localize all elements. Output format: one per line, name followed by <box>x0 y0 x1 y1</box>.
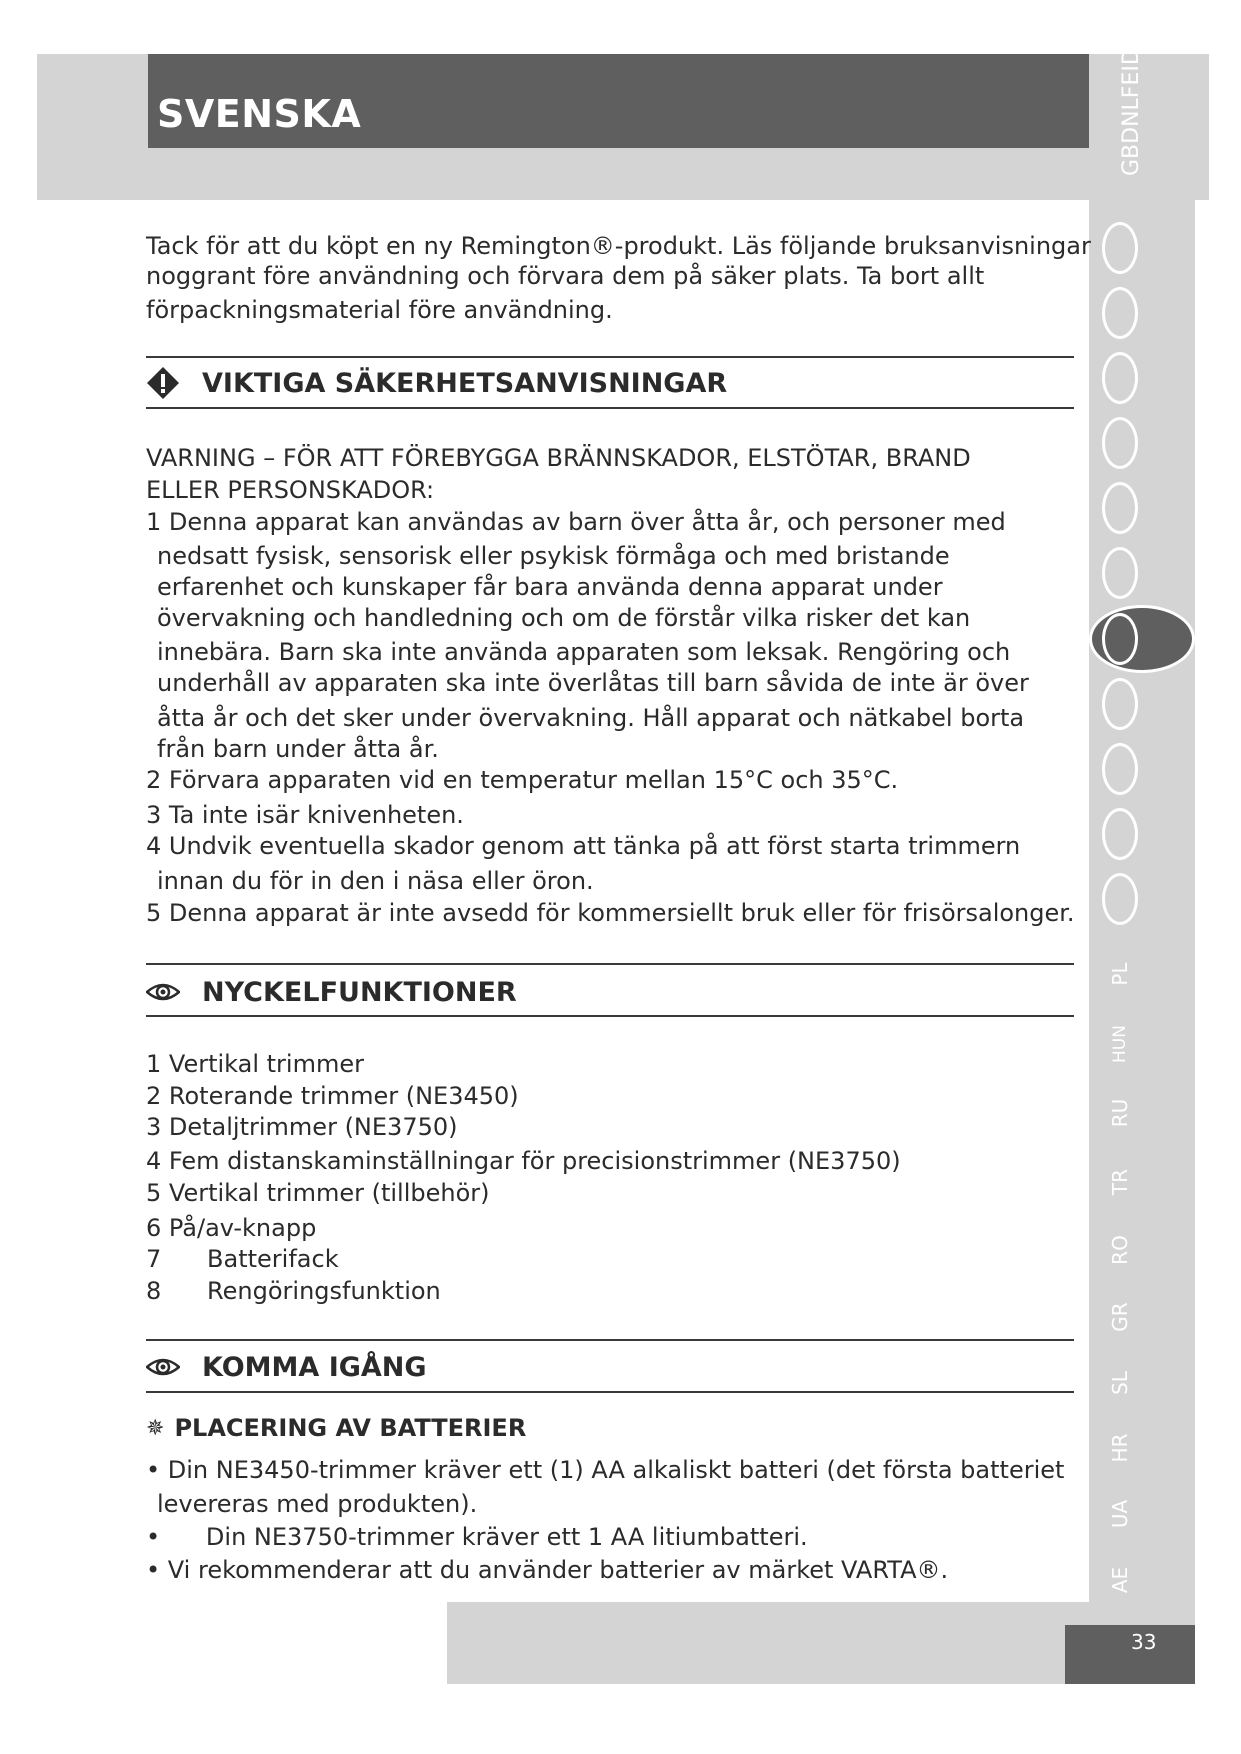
warning-diamond-icon <box>146 366 180 400</box>
safety-line: 1 Denna apparat kan användas av barn över åtta år, och personer med <box>146 508 1006 536</box>
safety-line: 5 Denna apparat är inte avsedd för kommersiellt bruk eller för frisörsalonger. <box>146 899 1075 927</box>
lang-circle <box>1102 417 1138 469</box>
page-number-box <box>1065 1625 1195 1684</box>
lang-circle-active <box>1102 613 1138 665</box>
side-tab-gr: GR <box>1108 1302 1132 1332</box>
section-rule <box>146 1339 1074 1341</box>
lang-circle <box>1102 222 1138 274</box>
lang-circle <box>1102 547 1138 599</box>
gear-star-icon: ✵ <box>146 1415 165 1441</box>
getting-started-section-title <box>146 1350 427 1384</box>
section-rule <box>146 1015 1074 1017</box>
section-rule <box>146 1391 1074 1393</box>
feature-item: 5 Vertikal trimmer (tillbehör) <box>146 1179 490 1207</box>
feature-item: 3 Detaljtrimmer (NE3750) <box>146 1113 458 1141</box>
lang-circle <box>1102 808 1138 860</box>
safety-line: ELLER PERSONSKADOR: <box>146 476 435 504</box>
safety-line: från barn under åtta år. <box>157 735 439 763</box>
section-rule <box>146 407 1074 409</box>
safety-line: övervakning och handledning och om de förstår vilka risker det kan <box>157 604 971 632</box>
battery-line: levereras med produkten). <box>157 1490 478 1518</box>
feature-item: 6 På/av-knapp <box>146 1214 317 1242</box>
intro-line: noggrant före användning och förvara dem på säker plats. Ta bort allt <box>146 262 985 290</box>
section-rule <box>146 963 1074 965</box>
side-tab-ru: RU <box>1108 1098 1132 1128</box>
lang-circle <box>1102 482 1138 534</box>
battery-line: • Din NE3450-trimmer kräver ett (1) AA alkaliskt batteri (det första batteriet <box>146 1456 1065 1484</box>
getting-started-title-text: KOMMA IGÅNG <box>202 1351 427 1383</box>
intro-line: förpackningsmaterial före användning. <box>146 296 613 324</box>
feature-item: 4 Fem distanskaminställningar för precisionstrimmer (NE3750) <box>146 1147 901 1175</box>
safety-line: VARNING – FÖR ATT FÖREBYGGA BRÄNNSKADOR, ELSTÖTAR, BRAND <box>146 444 971 472</box>
lang-circle <box>1102 678 1138 730</box>
features-title-text: NYCKELFUNKTIONER <box>202 976 517 1008</box>
lang-circle <box>1102 352 1138 404</box>
safety-title-text: VIKTIGA SÄKERHETSANVISNINGAR <box>202 367 728 399</box>
safety-line: erfarenhet och kunskaper får bara använda denna apparat under <box>157 573 943 601</box>
safety-line: åtta år och det sker under övervakning. Håll apparat och nätkabel borta <box>157 704 1025 732</box>
safety-line: innebära. Barn ska inte använda apparaten som leksak. Rengöring och <box>157 638 1011 666</box>
lang-circle <box>1102 287 1138 339</box>
lang-circle <box>1102 873 1138 925</box>
side-tab-ro: RO <box>1108 1235 1132 1265</box>
side-tab-sl: SL <box>1108 1371 1132 1395</box>
safety-line: innan du för in den i näsa eller öron. <box>157 867 594 895</box>
features-section-title <box>146 975 517 1009</box>
lang-circle <box>1102 743 1138 795</box>
feature-item: 2 Roterande trimmer (NE3450) <box>146 1082 519 1110</box>
feature-item: 1 Vertikal trimmer <box>146 1050 364 1078</box>
safety-line: nedsatt fysisk, sensorisk eller psykisk förmåga och med bristande <box>157 542 950 570</box>
safety-line: 3 Ta inte isär knivenheten. <box>146 801 464 829</box>
battery-line: • Din NE3750-trimmer kräver ett 1 AA litiumbatteri. <box>146 1523 808 1551</box>
side-tab-ae: AE <box>1108 1566 1132 1594</box>
side-tab-top-label: GBDNLFEID <box>1119 48 1144 176</box>
page-title: SVENSKA <box>157 92 362 136</box>
battery-subheading <box>146 1414 526 1442</box>
feature-item: 8 Rengöringsfunktion <box>146 1277 441 1305</box>
eye-icon <box>146 975 180 1009</box>
safety-line: underhåll av apparaten ska inte överlåtas till barn såvida de inte är över <box>157 669 1029 697</box>
side-tab-hr: HR <box>1108 1433 1132 1463</box>
safety-section-title <box>146 366 727 400</box>
eye-icon <box>146 1350 180 1384</box>
battery-line: • Vi rekommenderar att du använder batterier av märket VARTA®. <box>146 1556 949 1584</box>
battery-subheading-text: PLACERING AV BATTERIER <box>174 1414 527 1442</box>
feature-item: 7 Batterifack <box>146 1245 339 1273</box>
side-tab-hun: HUN <box>1110 1025 1130 1063</box>
safety-line: 2 Förvara apparaten vid en temperatur mellan 15°C och 35°C. <box>146 766 899 794</box>
side-tab-tr: TR <box>1108 1168 1132 1196</box>
page-number: 33 <box>1131 1630 1157 1654</box>
safety-line: 4 Undvik eventuella skador genom att tänka på att först starta trimmern <box>146 832 1021 860</box>
side-tab-ua: UA <box>1108 1499 1132 1529</box>
intro-line: Tack för att du köpt en ny Remington®-produkt. Läs följande bruksanvisningar <box>146 232 1091 260</box>
section-rule <box>146 356 1074 358</box>
side-tab-pl: PL <box>1108 962 1132 986</box>
